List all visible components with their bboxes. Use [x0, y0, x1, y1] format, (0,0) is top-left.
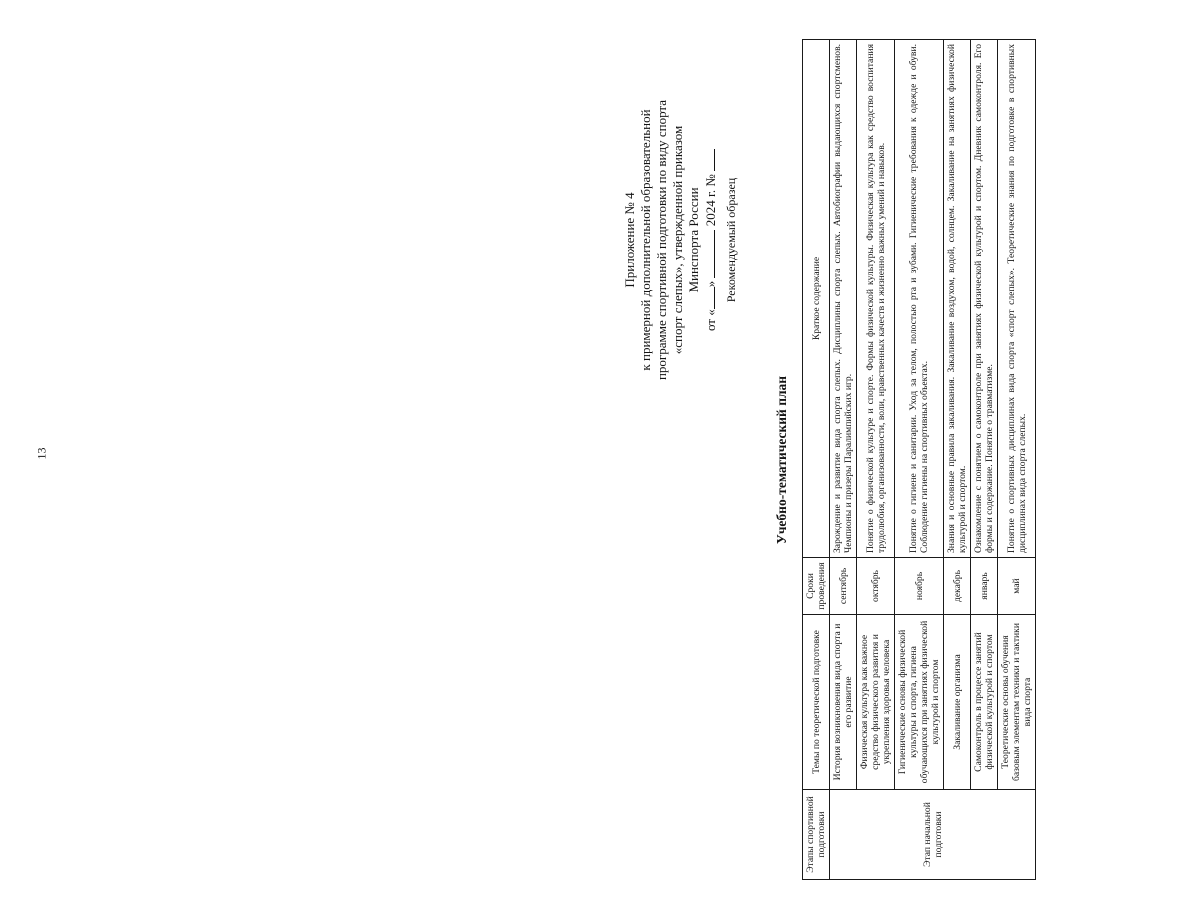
period-cell: сентябрь — [830, 558, 857, 615]
date-mid: » — [703, 280, 718, 288]
date-prefix: от « — [703, 309, 718, 332]
date-day — [702, 287, 715, 309]
header-stage: Этапы спортивной подготовки — [803, 790, 830, 880]
topic-cell: Теоретические основы обучения базовым элементам техники и тактики вида спорта — [998, 615, 1036, 790]
content-cell: Понятие о гигиене и санитарии. Уход за телом, полостью рта и зубами. Гигиенические требования к одежде и обуви. Соблюдение гигиены на спортивных объектах. — [895, 40, 944, 558]
period-cell: декабрь — [944, 558, 971, 615]
header-line-2: программе спортивной подготовки по виду спорта — [654, 99, 669, 381]
order-date-line — [702, 40, 719, 440]
period-cell: ноябрь — [895, 558, 944, 615]
content-cell: Знания и основные правила закаливания. Закаливание воздухом, водой, солнцем. Закаливание на занятиях физической культурой и спортом. — [944, 40, 971, 558]
header-line-1: к примерной дополнительной образовательной — [638, 109, 653, 371]
header-content: Краткое содержание — [803, 40, 830, 558]
topic-cell: Физическая культура как важное средство физического развития и укрепления здоровья человека — [857, 615, 895, 790]
header-line-4: Минспорта России — [686, 187, 701, 293]
header-period: Сроки проведения — [803, 558, 830, 615]
plan-title: Учебно-тематический план — [774, 375, 789, 545]
date-year: 2024 г. № — [703, 174, 718, 227]
stage-cell: Этап начальной подготовки — [830, 790, 1036, 880]
appendix-number: Приложение № 4 — [622, 192, 637, 288]
sample-label: Рекомендуемый образец — [724, 177, 738, 303]
topic-cell: Закаливание организма — [944, 615, 971, 790]
content-cell: Ознакомление с понятием о самоконтроле при занятиях физической культурой и спортом. Дневник самоконтроля. Его формы и содержание. Понятие о травматизме. — [971, 40, 998, 558]
table-row — [895, 40, 944, 880]
table-row — [830, 40, 857, 880]
topic-cell: История возникновения вида спорта и его развитие — [830, 615, 857, 790]
period-cell: январь — [971, 558, 998, 615]
table-header-row — [803, 40, 830, 880]
table-row — [857, 40, 895, 880]
table-row — [971, 40, 998, 880]
order-number — [702, 149, 715, 171]
header-line-3: «спорт слепых», утвержденной приказом — [670, 125, 685, 355]
table-row — [998, 40, 1036, 880]
table-row — [944, 40, 971, 880]
date-month — [702, 230, 715, 278]
topic-cell: Гигиенические основы физической культуры и спорта, гигиена обучающихся при занятиях физической культурой и спортом — [895, 615, 944, 790]
header-topic: Темы по теоретической подготовке — [803, 615, 830, 790]
period-cell: май — [998, 558, 1036, 615]
content-cell: Понятие о физической культуре и спорте. Формы физической культуры. Физическая культура как средство воспитания трудолюбия, организованности, воли, нравственных качеств и жизненно важных умений и навыков. — [857, 40, 895, 558]
content-cell: Зарождение и развитие вида спорта слепых. Дисциплины спорта слепых. Автобиографии выдающихся спортсменов. Чемпионы и призеры Паралимпийских игр. — [830, 40, 857, 558]
content-cell: Понятие о спортивных дисциплинах вида спорта «спорт слепых». Теоретические знания по подготовке в спортивных дисциплинах вида спорта слепых. — [998, 40, 1036, 558]
period-cell: октябрь — [857, 558, 895, 615]
page-number: 13 — [34, 447, 49, 460]
plan-table — [802, 39, 1036, 880]
topic-cell: Самоконтроль в процессе занятий физической культурой и спортом — [971, 615, 998, 790]
appendix-header — [622, 40, 739, 440]
rotated-page — [622, 40, 1202, 880]
